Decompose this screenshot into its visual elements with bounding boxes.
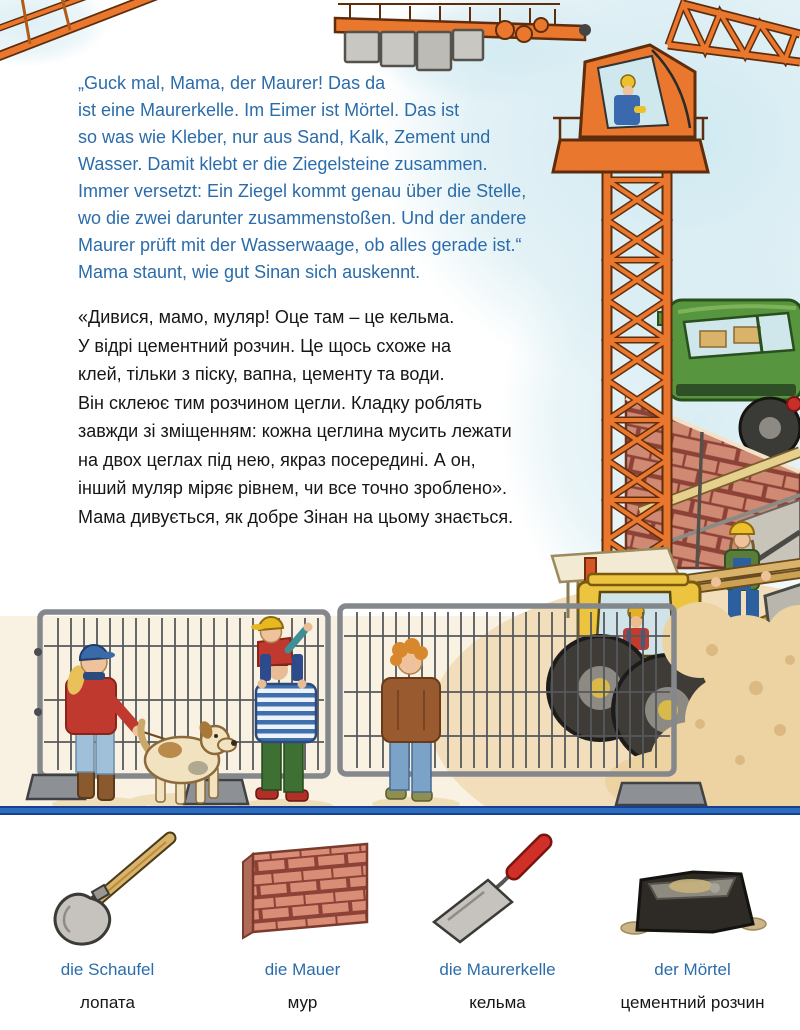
vocab-item-schaufel — [10, 818, 205, 1030]
vocab-item-moertel — [595, 818, 790, 1030]
text-line: на двох цеглах під нею, якраз посередині. А он, — [78, 449, 476, 470]
section-divider — [0, 806, 800, 815]
text-line: Мама дивується, як добре Зінан на цьому знається. — [78, 506, 514, 527]
text-line: Mama staunt, wie gut Sinan sich auskennt. — [78, 262, 421, 282]
shovel-icon — [28, 824, 188, 950]
text-line: Він склеює тим розчином цегли. Кладку роблять — [78, 392, 482, 413]
text-line: інший муляр міряє рівнем, чи все точно зроблено». — [78, 478, 507, 498]
vocab-label-de: die Maurerkelle — [439, 960, 556, 979]
german-paragraph — [78, 70, 526, 286]
vocab-item-maurerkelle — [400, 818, 595, 1030]
vocab-label-de: die Mauer — [264, 960, 341, 979]
vocab-item-mauer — [205, 818, 400, 1030]
text-line: wo die zwei darunter zusammenstoßen. Und der andere — [78, 208, 527, 228]
text-line: ist eine Maurerkelle. Im Eimer ist Mörtel. Das ist — [78, 100, 460, 120]
vocab-label-uk: мур — [287, 993, 318, 1012]
vocab-label-uk: лопата — [80, 993, 135, 1012]
text-line: Maurer prüft mit der Wasserwaage, ob alles gerade ist.“ — [78, 235, 522, 255]
vocab-label-de: der Mörtel — [654, 960, 731, 979]
text-line: Wasser. Damit klebt er die Ziegelsteine zusammen. — [78, 154, 488, 174]
vocab-label-de: die Schaufel — [60, 960, 155, 979]
text-line: „Guck mal, Mama, der Maurer! Das da — [78, 73, 386, 93]
mortar-icon — [613, 824, 773, 950]
text-line: завжди зі зміщенням: кожна цеглина мусить лежати — [78, 421, 512, 441]
text-line: клей, тільки з піску, вапна, цементу та води. — [78, 364, 445, 384]
vocab-label-uk: кельма — [469, 993, 526, 1012]
trowel-icon — [418, 824, 578, 950]
brick-wall-icon — [223, 824, 383, 950]
crane-platform — [553, 140, 708, 172]
text-line: Immer versetzt: Ein Ziegel kommt genau über die Stelle, — [78, 181, 527, 201]
text-line: so was wie Kleber, nur aus Sand, Kalk, Zement und — [78, 127, 491, 147]
vocab-label-uk: цементний розчин — [620, 993, 765, 1012]
vocabulary-band — [10, 818, 790, 1030]
text-line: У відрі цементний розчин. Це щось схоже на — [78, 335, 452, 356]
text-line: «Дивися, мамо, муляр! Оце там – це кельма. — [78, 307, 455, 327]
construction-fence — [27, 606, 706, 805]
ukrainian-paragraph — [78, 303, 513, 531]
